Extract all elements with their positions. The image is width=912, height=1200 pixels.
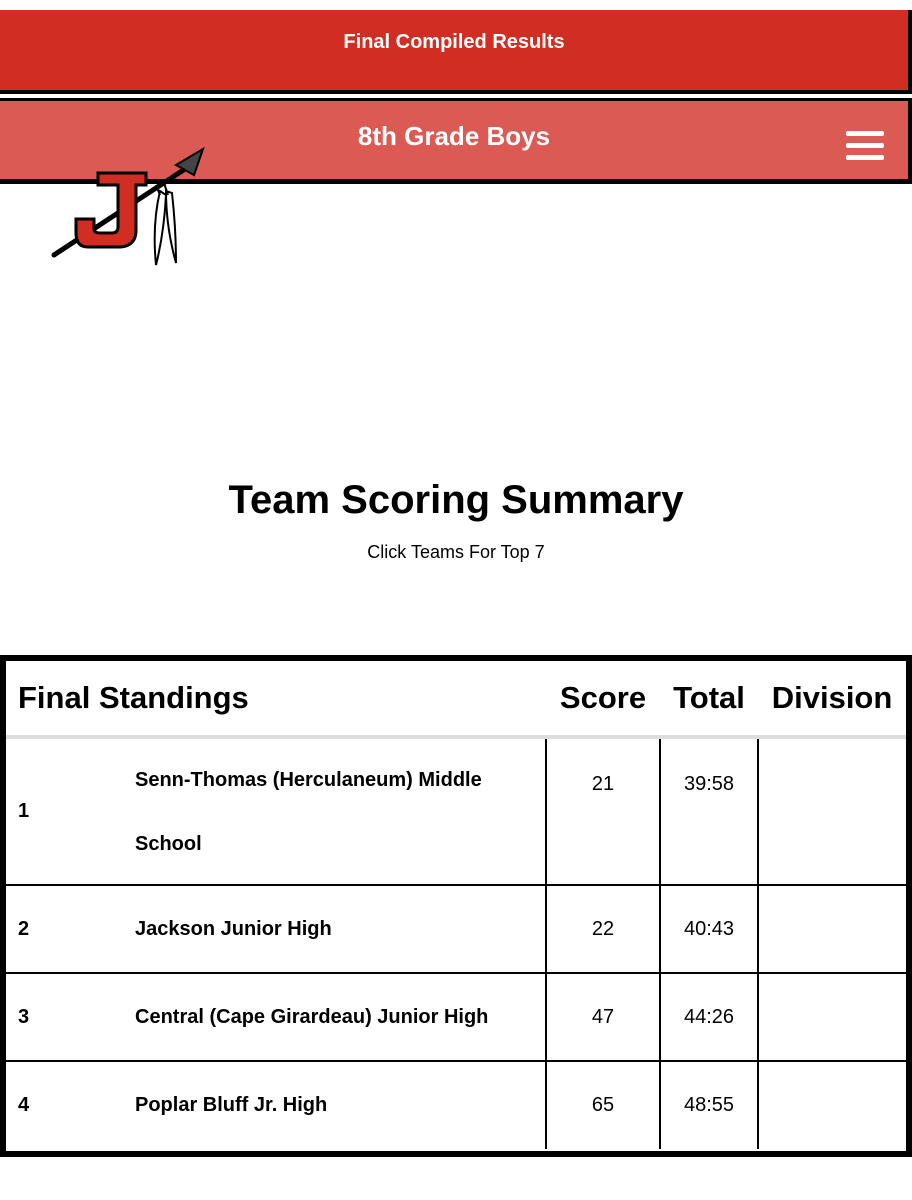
column-header-division: Division	[758, 661, 906, 737]
standings-table	[0, 655, 912, 1157]
table-row	[6, 885, 906, 973]
total-cell: 48:55	[660, 1061, 758, 1149]
jackson-logo[interactable]	[48, 145, 208, 270]
total-cell: 44:26	[660, 973, 758, 1061]
table-row	[6, 1061, 906, 1149]
table-row	[6, 737, 906, 885]
team-scoring-heading: Team Scoring Summary	[228, 478, 684, 522]
section-title: 8th Grade Boys	[357, 121, 551, 151]
place-cell: 4	[6, 1061, 135, 1149]
team-name[interactable]: Jackson Junior High	[135, 917, 332, 940]
hamburger-menu-icon[interactable]	[846, 131, 884, 161]
team-name[interactable]: Poplar Bluff Jr. High	[135, 1094, 328, 1116]
page-title: Final Compiled Results	[343, 31, 565, 53]
division-cell	[758, 737, 906, 885]
column-header-score: Score	[546, 661, 660, 737]
click-teams-hint: Click Teams For Top 7	[367, 542, 545, 562]
division-cell	[758, 885, 906, 973]
team-link[interactable]	[135, 973, 546, 1061]
team-link[interactable]	[135, 885, 546, 973]
place-cell: 1	[6, 737, 135, 885]
table-row	[6, 973, 906, 1061]
score-cell: 22	[546, 885, 660, 973]
total-cell: 39:58	[660, 737, 758, 885]
team-name[interactable]: Central (Cape Girardeau) Junior High	[135, 1005, 489, 1028]
team-link[interactable]	[135, 737, 546, 885]
table-header-row	[6, 661, 906, 737]
team-link[interactable]	[135, 1061, 546, 1149]
place-cell: 3	[6, 973, 135, 1061]
division-cell	[758, 973, 906, 1061]
column-header-standings: Final Standings	[6, 661, 546, 737]
score-cell: 65	[546, 1061, 660, 1149]
score-cell: 21	[546, 737, 660, 885]
place-cell: 2	[6, 885, 135, 973]
division-cell	[758, 1061, 906, 1149]
team-name[interactable]: Senn-Thomas (Herculaneum) Middle School	[135, 768, 482, 855]
score-cell: 47	[546, 973, 660, 1061]
column-header-total: Total	[660, 661, 758, 737]
top-bar	[0, 10, 912, 94]
total-cell: 40:43	[660, 885, 758, 973]
